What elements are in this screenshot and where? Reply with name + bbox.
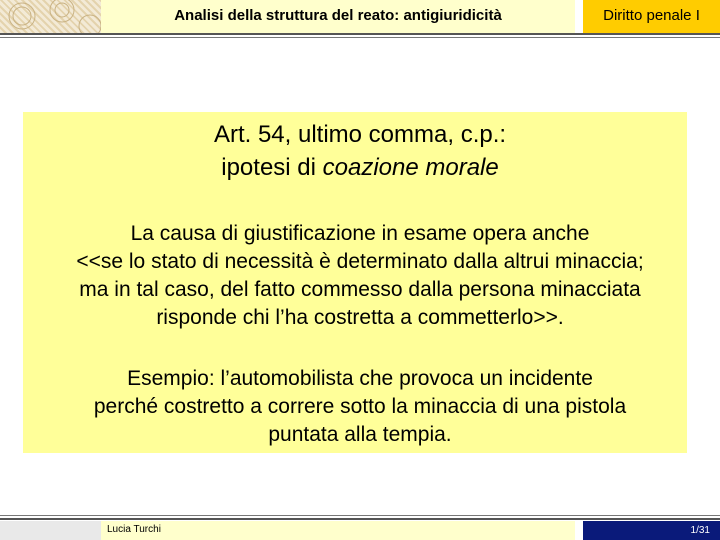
heading-line-2 (0, 151, 720, 184)
slide-heading (0, 118, 720, 184)
page-number: 1/31 (690, 525, 710, 536)
university-seal-icon (0, 0, 101, 33)
footer-rule (0, 518, 720, 520)
heading-italic-term: coazione morale (322, 154, 499, 181)
header-rule (0, 33, 720, 35)
footer-rule-thin (0, 515, 720, 516)
paragraph-line: perché costretto a correre sotto la minaccia di una pistola (93, 395, 627, 418)
example-paragraph (0, 365, 720, 449)
footer-author-background (101, 521, 575, 540)
heading-prefix: ipotesi di (221, 154, 323, 181)
paragraph-line: Esempio: l’automobilista che provoca un incidente (127, 367, 593, 390)
paragraph-line: puntata alla tempia. (268, 423, 452, 446)
legal-quote-paragraph (0, 220, 720, 332)
paragraph-line: La causa di giustificazione in esame opera anche (130, 222, 590, 245)
paragraph-line: <<se lo stato di necessità è determinato dalla altrui minaccia; (76, 250, 644, 273)
header-rule-thin (0, 37, 720, 38)
paragraph-line: risponde chi l’ha costretta a commetterlo>>. (156, 306, 564, 329)
heading-line-1: Art. 54, ultimo comma, c.p.: (213, 121, 507, 148)
footer-author: Lucia Turchi (107, 524, 161, 535)
slide-section-title: Analisi della struttura del reato: antigiuridicità (174, 7, 502, 24)
footer-left-block (0, 521, 101, 540)
header-divider (575, 0, 583, 33)
course-name: Diritto penale I (603, 7, 700, 24)
paragraph-line: ma in tal caso, del fatto commesso dalla persona minacciata (79, 278, 641, 301)
